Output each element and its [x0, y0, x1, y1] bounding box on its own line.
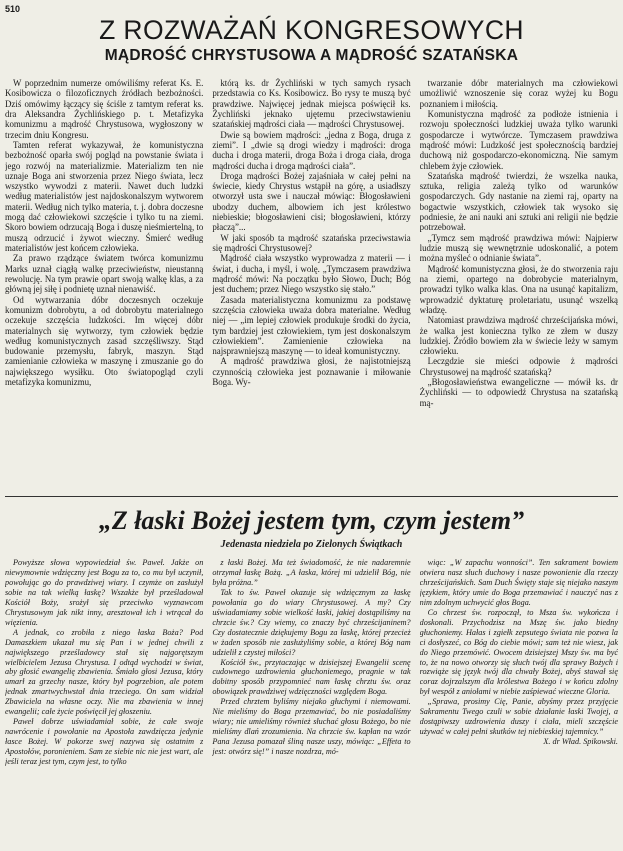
sermon-paragraph: Przed chrztem byliśmy niejako głuchymi i niemowami. Nie mieliśmy do Boga przemawiać, bo nie posiadaliśmy wiary; nie umieliśmy również słuchać głosu Bożego, bo nie mieliśmy dlań zrozumienia. Na chrzcie św. kapłan na wzór Pana Jezusa pomazał śliną nasze uszy, mówiąc: „Effeta to jest: otwórz się!” i nasze nozdrza, mó-	[212, 697, 411, 757]
article-paragraph: Szatańska mądrość twierdzi, że wszelka nauka, sztuka, religia zależą tylko od warunków gospodarczych. Gdy nastanie na ziemi raj, oparty na bogactwie wszystkich, człowiek tak wysoko się podniesie, że ani nauki ani sztuki ani religii nie będzie potrzebował.	[419, 170, 618, 233]
article-paragraph: Zasada materialistyczna komunizmu za podstawę szczęścia człowieka uważa dobra materialne. Według niej — „im lepiej człowiek produkuje środki do życia, tym bardziej jest człowiekiem, tym jest doskonalszym człowiekiem”. Zamienienie człowieka na najsprawniejszą maszynę — to ideał komunistyczny.	[212, 294, 411, 357]
sermon-paragraph: wiąc: „W zapachu wonności”. Ten sakrament bowiem otwiera nasz słuch duchowy i nasze powonienie dla rzeczy chrześcijańskich. Sam Duch Święty staje się niejako naszym językiem, który umie do Boga przemawiać i nauczyć nas z nim zdolnym uchwycić głos Boga.	[419, 558, 618, 607]
article-column-1	[5, 78, 203, 492]
author-signature: X. dr Wład. Spikowski.	[543, 737, 618, 747]
page-number: 510	[5, 4, 21, 14]
sermon-title: „Z łaski Bożej jestem tym, czym jestem”	[98, 506, 525, 535]
sermon-paragraph: Paweł dobrze uświadamiał sobie, że całe swoje nawrócenie i powołanie na Apostoła zawdzięcza jedynie łasce Bożej. W pokorze swej nazywa się ostatnim z Apostołów, poronieniem. Sam ze siebie nic nie jest wart, ale jeśli teraz jest tym, czym jest, to tylko	[5, 717, 204, 767]
sermon-paragraph: „Sprawa, prosimy Cię, Panie, abyśmy przez przyjęcie Sakramentu Twego czuli w sobie działanie łaski Twojej, a dostąpiwszy uzdrowienia duszy i ciała, mieli szczęście używać w całej pełni skutków tej niebieskiej tajemnicy.”	[419, 697, 618, 737]
sermon-paragraph: Kościół św., przytaczając w dzisiejszej Ewangelii scenę cudownego uzdrowienia głuchoniemego, pragnie w tak dobitny sposób przypomnieć nam łaskę chrztu św. oraz obowiązek prawdziwej wdzięczności względem Boga.	[212, 657, 411, 697]
article-paragraph: A mądrość prawdziwa głosi, że najistotniejszą czynnością człowieka jest poznawanie i miłowanie Boga. Wy-	[212, 356, 411, 388]
article-paragraph: Dwie są bowiem mądrości: „jedna z Boga, druga z ziemi”. I „dwie są drogi wiedzy i mądrości: droga ducha i droga materii, droga Boża i droga ciała, droga mądrości ducha i droga mądrości ciała”.	[212, 129, 411, 171]
sermon-column-3	[420, 558, 618, 850]
article-paragraph: Natomiast prawdziwa mądrość chrześcijańska mówi, że walka jest konieczna tylko ze złem w duszy ludzkiej. Źródło bowiem zła w świecie leży w samym człowieku.	[419, 315, 618, 357]
sermon-column-1	[5, 558, 203, 850]
article-paragraph: W poprzednim numerze omówiliśmy referat Ks. E. Kosibowicza o filozoficznych źródłach bezbożności. Dziś omówimy łączący się ściśle z tamtym referat ks. dra Aleksandra Żychlińskiego p. t. Metafizyka komunizmu a mądrość Chrystusowa, wygłoszony w trzecim dniu Kongresu.	[5, 78, 204, 140]
article-title: Z ROZWAŻAŃ KONGRESOWYCH	[99, 15, 524, 45]
sermon-paragraph: Powyższe słowa wypowiedział św. Paweł. Jakże on niewymownie wdzięczny jest Bogu za to, co mu był uczynił, powołując go do prawdziwej wiary. I czymże on zasłużył sobie na tak wielką łaskę? Wszakże był prześladował Kościół Boży, srożył się przeciwko wyznawcom Chrystusowym jak nikt inny, aresztował ich i wtrącał do więzienia.	[5, 558, 204, 627]
article-paragraph: Droga mądrości Bożej zajaśniała w całej pełni na świecie, kiedy Chrystus wstąpił na górę, a usiadłszy otworzył usta swe i nauczał mówiąc: Błogosławieni ubodzy duchem, albowiem ich jest królestwo niebieskie; błogosławieni cisi; błogosławieni, którzy płaczą”...	[212, 170, 411, 233]
sermon-paragraph: z łaski Bożej. Ma też świadomość, że nie nadaremnie otrzymał łaskę Bożą. „A łaska, której mi udzielił Bóg, nie była próżna.”	[212, 558, 411, 587]
article-paragraph: twarzanie dóbr materialnych ma człowiekowi umożliwić wznoszenie się coraz wyżej ku Bogu poznaniem i miłością.	[419, 78, 618, 109]
sermon-body	[5, 558, 618, 850]
sermon-subtitle: Jedenasta niedziela po Zielonych Świątkach	[220, 539, 403, 550]
sermon-paragraph: Co chrzest św. rozpoczął, to Msza św. wykończa i doskonali. Przychodzisz na Mszę św. jako biedny głuchoniemy. Hałas i zgiełk zepsutego świata nie pozwa la ci dosłyszeć, co Bóg do ciebie mówi; sam też nie wiesz, jak do Niego przemówić. Owocem dzisiejszej Mszy św. ma być to, że na nowo otworzy się słuch twój dla sprawy Bożych i rozwiąże się język twój dla chwały Bożej, abyś stawał się coraz dojrzalszym dla królestwa Bożego i w końcu zdolny był wespół z aniołami w niebie zaśpiewać wieczne Gloria.	[419, 607, 618, 697]
sermon-paragraph: A jednak, co zrobiła z niego łaska Boża? Pod Damaszkiem ukazał mu się Pan i w jednej chwili z największego prześladowcy stał się najgorętszym wielbicielem Jezusa Chrystusa. I odtąd wychodzi w świat, aby głosić ewangelię zbawienia. Śmiało głosi Jezusa, który umarł za grzechy nasze, który był pogrzebion, ale potem jednak zmartwychwstał dnia trzeciego. On sam widział Zbawiciela na własne oczy. Nie ma zbawienia w innej ewangelii; całe życie poświęcił jej głoszeniu.	[5, 627, 204, 717]
article-paragraph: „Błogosławieństwa ewangeliczne — mówił ks. dr Żychliński — to odpowiedź Chrystusa na szatańską mą-	[419, 377, 618, 408]
article-paragraph: Leczgdzie sie mieści odpowie ż mądrości Chrystusowej na mądrość szatańską?	[419, 356, 618, 377]
article-paragraph: którą ks. dr Żychliński w tych samych rysach przedstawia co Ks. Kosibowicz. Bo rysy te muszą być prawdziwe. Najwięcej jednak miejsca poświęcił ks. Żychliński jeknako ujętemu przeciwstawieniu szatańskiej mądrości ciała — mądrości Chrystusowej.	[212, 78, 411, 130]
article-body	[5, 78, 618, 492]
article-column-3	[420, 78, 618, 492]
article-paragraph: Tamten referat wykazywał, że komunistyczna bezbożność oparła swój pogląd na powstanie świata i jego rozwój na materializmie. Materializm ten nie uznaje Boga ani stworzenia przez Niego świata, lecz wszystko wywodzi z materii. Nawet duch ludzki według materialistów jest najdoskonalszym wytworem materii. Według nich tylko materia, t. j. dobra doczesne mogą dać człowiekowi szczęście i tylko tu na ziemi. Skoro bowiem odrzucają Boga i duszę nieśmiertelną, to muszą odrzucić i żywot wieczny. Śmierć według materialistów jest końcem człowieka.	[5, 139, 204, 253]
article-column-2	[212, 78, 410, 492]
article-paragraph: W jaki sposób ta mądrość szatańska przeciwstawia się mądrości Chrystusowej?	[212, 232, 411, 253]
article-paragraph: „Tymcz sem mądrość prawdziwa mówi: Najpierw ludzie muszą się wewnętrznie udoskonalić, a potem można myśleć o odnianie świata”.	[419, 232, 618, 264]
sermon-paragraph: Tak to św. Paweł okazuje się wdzięcznym za łaskę powołania go do wiary Chrystusowej. A my? Czy uświadamiamy sobie wielkość łaski, jakiej dostąpiliśmy na chrzcie św.? Czy wiemy, co znaczy być chrześcijaninem? Czy dostatecznie dziękujemy Bogu za łaskę, której przecież w żaden sposób nie zasłużyliśmy sobie, a której Bóg nam udzielił z czystej miłości?	[212, 587, 411, 657]
article-paragraph: Komunistyczna mądrość za podłoże istnienia i rozwoju społeczności ludzkiej uważa tylko warunki gospodarcze i wytwórcze. Tymczasem prawdziwa mądrość mówi: Ludzkość jest społecznością bardziej duchową niż gospodarczo-ekonomiczną. Nie samym chlebem żyje człowiek.	[419, 108, 618, 171]
article-subtitle: MĄDROŚĆ CHRYSTUSOWA A MĄDROŚĆ SZATAŃSKA	[104, 47, 519, 64]
article-paragraph: Od wytwarzania dóbr doczesnych oczekuje komunizm dobrobytu, a od dobrobytu materialnego oczekuje szczęścia ludzkości. Im więcej dóbr materialnych się wytworzy, tym człowiek będzie według komunistycznych zasad szczęśliwszy. Stąd budowanie przemysłu, fabryk, maszyn. Stąd zamienianie człowieka w maszynę i zmuszanie go do największego wysiłku. Oto światopogląd czyli metafizyka komunizmu,	[5, 294, 204, 388]
article-paragraph: Mądrość komunistyczna głosi, że do stworzenia raju na ziemi, opartego na dobrobycie materialnym, prowadzi tylko walka klas. Ona na usunąć kapitalizm, wprowadzić dyktaturę proletariatu, usunąć wszelką władzę.	[419, 263, 618, 315]
article-paragraph: Za prawo rządzące światem twórca komunizmu Marks uznał ciągłą walkę przeciwieństw, nieustanną rewolucję. Na tym prawie opart swoją walkę klas, a za główną jej siłę i podnietę uznał nienawiść.	[5, 253, 204, 295]
article-paragraph: Mądrość ciała wszystko wyprowadza z materii — i świat, i ducha, i myśl, i wolę. „Tymczasem prawdziwa mądrość mówi: Na początku było Słowo, Duch; Bóg jest duchem; przez Niego wszystko się stało.”	[212, 253, 411, 295]
sermon-column-2	[212, 558, 410, 850]
section-divider	[5, 496, 618, 497]
